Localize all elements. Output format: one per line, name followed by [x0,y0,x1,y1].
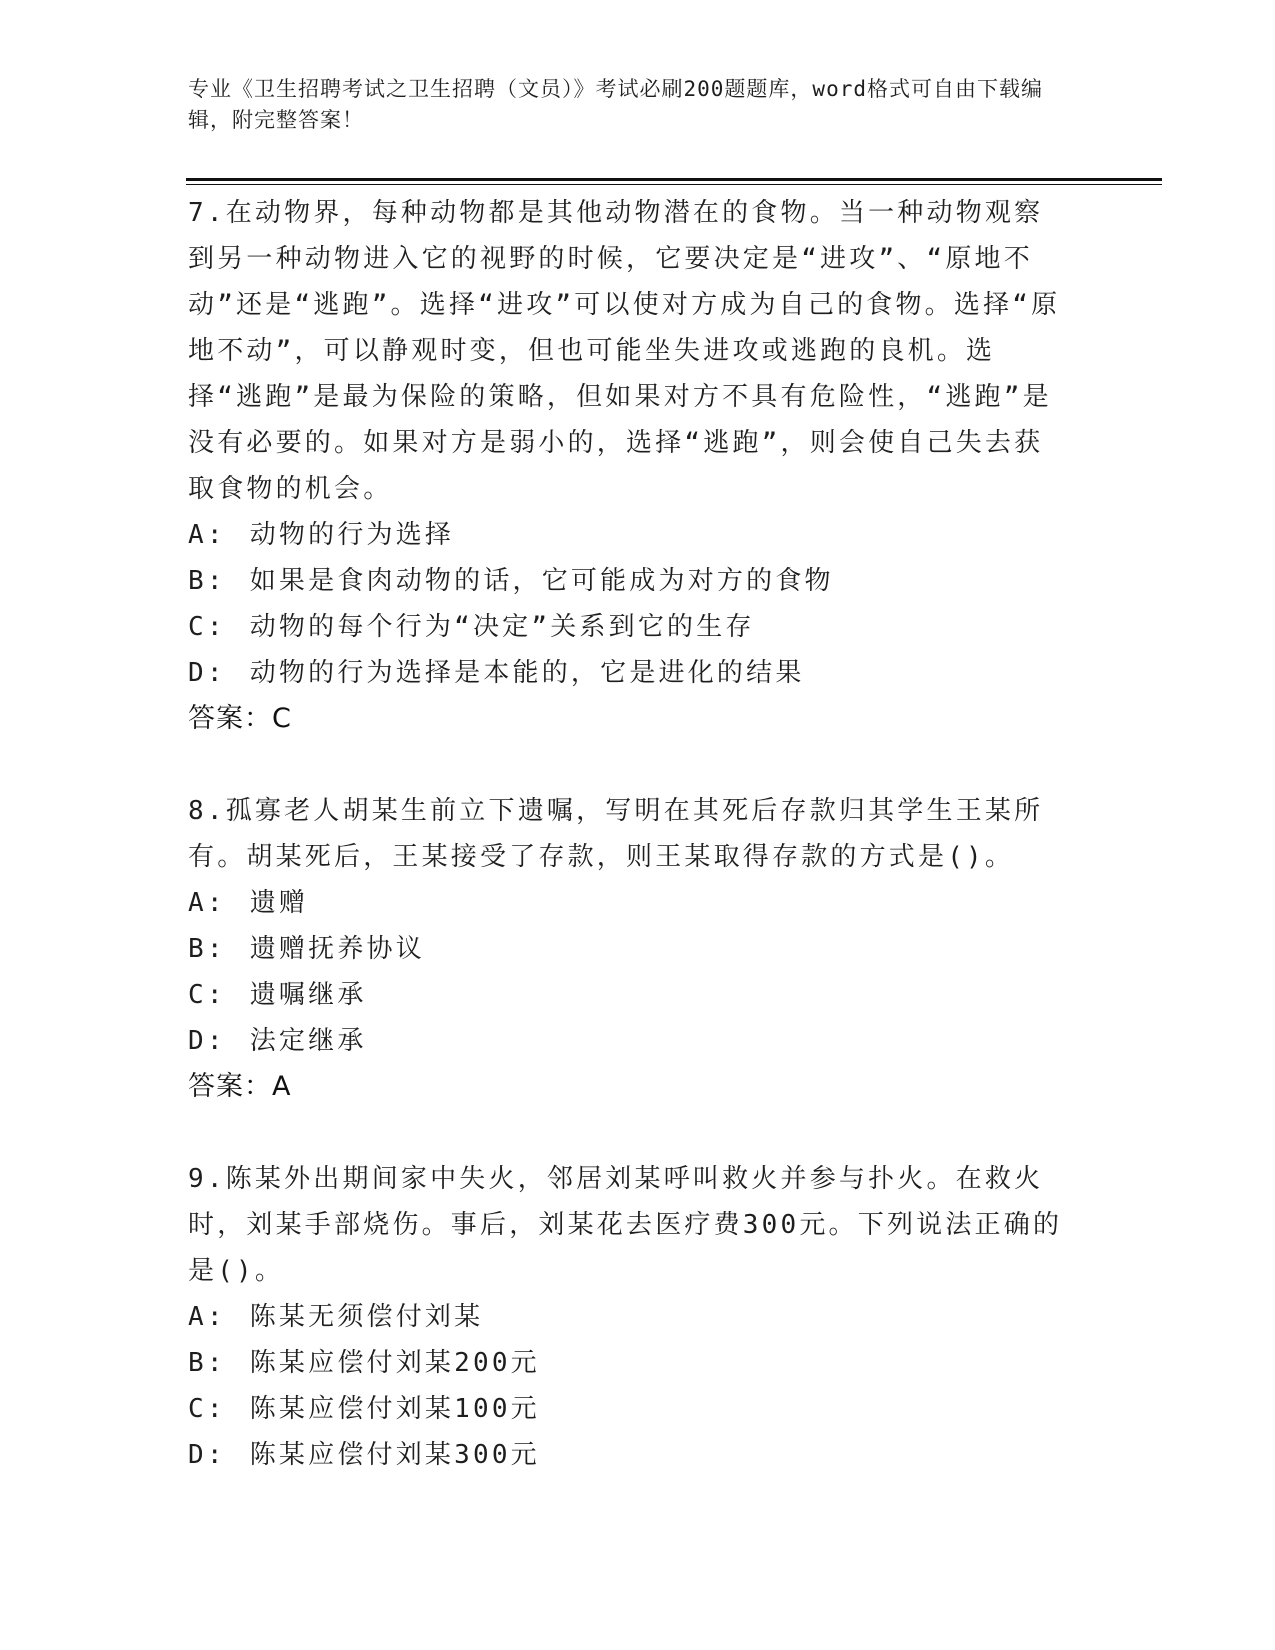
option-key: D: [188,658,226,688]
option-d [188,1432,1068,1478]
option-d [188,1018,1068,1064]
question-stem: 9.陈某外出期间家中失火，邻居刘某呼叫救火并参与扑火。在救火时，刘某手部烧伤。事后，刘某花去医疗费300元。下列说法正确的是()。 [188,1164,1063,1286]
question-spacer [188,742,1068,788]
header-divider-thin [186,184,1162,185]
question-stem: 7.在动物界，每种动物都是其他动物潜在的食物。当一种动物观察到另一种动物进入它的视野的时候，它要决定是“进攻”、“原地不动”还是“逃跑”。选择“进攻”可以使对方成为自己的食物。选择“原地不动”，可以静观时变，但也可能坐失进攻或逃跑的良机。选择“逃跑”是最为保险的策略，但如果对方不具有危险性，“逃跑”是没有必要的。如果对方是弱小的，选择“逃跑”，则会使自己失去获取食物的机会。 [188,198,1061,504]
option-c [188,972,1068,1018]
answer-label: 答案：C [188,703,292,734]
question-7 [188,190,1068,742]
answer-label: 答案：A [188,1071,292,1102]
question-list [188,190,1068,1478]
option-text: 如果是食肉动物的话，它可能成为对方的食物 [249,566,834,596]
option-text: 陈某应偿付刘某200元 [249,1348,540,1378]
option-key: A: [188,1302,226,1332]
option-text: 陈某应偿付刘某100元 [249,1394,540,1424]
option-text: 陈某应偿付刘某300元 [249,1440,540,1470]
option-key: A: [188,520,226,550]
option-b [188,558,1068,604]
option-key: C: [188,1394,226,1424]
option-b [188,926,1068,972]
option-key: D: [188,1026,226,1056]
option-key: B: [188,934,226,964]
option-key: C: [188,980,226,1010]
option-text: 动物的行为选择 [249,520,455,550]
option-d [188,650,1068,696]
option-text: 陈某无须偿付刘某 [249,1302,484,1332]
option-a [188,1294,1068,1340]
option-key: C: [188,612,226,642]
option-key: B: [188,1348,226,1378]
question-stem: 8.孤寡老人胡某生前立下遗嘱，写明在其死后存款归其学生王某所有。胡某死后，王某接受了存款，则王某取得存款的方式是()。 [188,796,1044,872]
option-key: A: [188,888,226,918]
option-a [188,512,1068,558]
header-intro-text: 专业《卫生招聘考试之卫生招聘（文员）》考试必刷200题题库，word格式可自由下载编辑，附完整答案！ [188,77,1043,132]
question-8 [188,788,1068,1110]
option-b [188,1340,1068,1386]
option-text: 遗赠 [249,888,309,918]
question-spacer [188,1110,1068,1156]
option-key: D: [188,1440,226,1470]
option-text: 动物的行为选择是本能的，它是进化的结果 [249,658,805,688]
option-key: B: [188,566,226,596]
question-9 [188,1156,1068,1478]
option-c [188,604,1068,650]
option-text: 遗嘱继承 [249,980,367,1010]
option-text: 法定继承 [249,1026,367,1056]
option-c [188,1386,1068,1432]
option-text: 遗赠抚养协议 [249,934,425,964]
header-divider-thick [186,178,1162,181]
document-header [188,74,1068,136]
option-text: 动物的每个行为“决定”关系到它的生存 [249,612,755,642]
option-a [188,880,1068,926]
